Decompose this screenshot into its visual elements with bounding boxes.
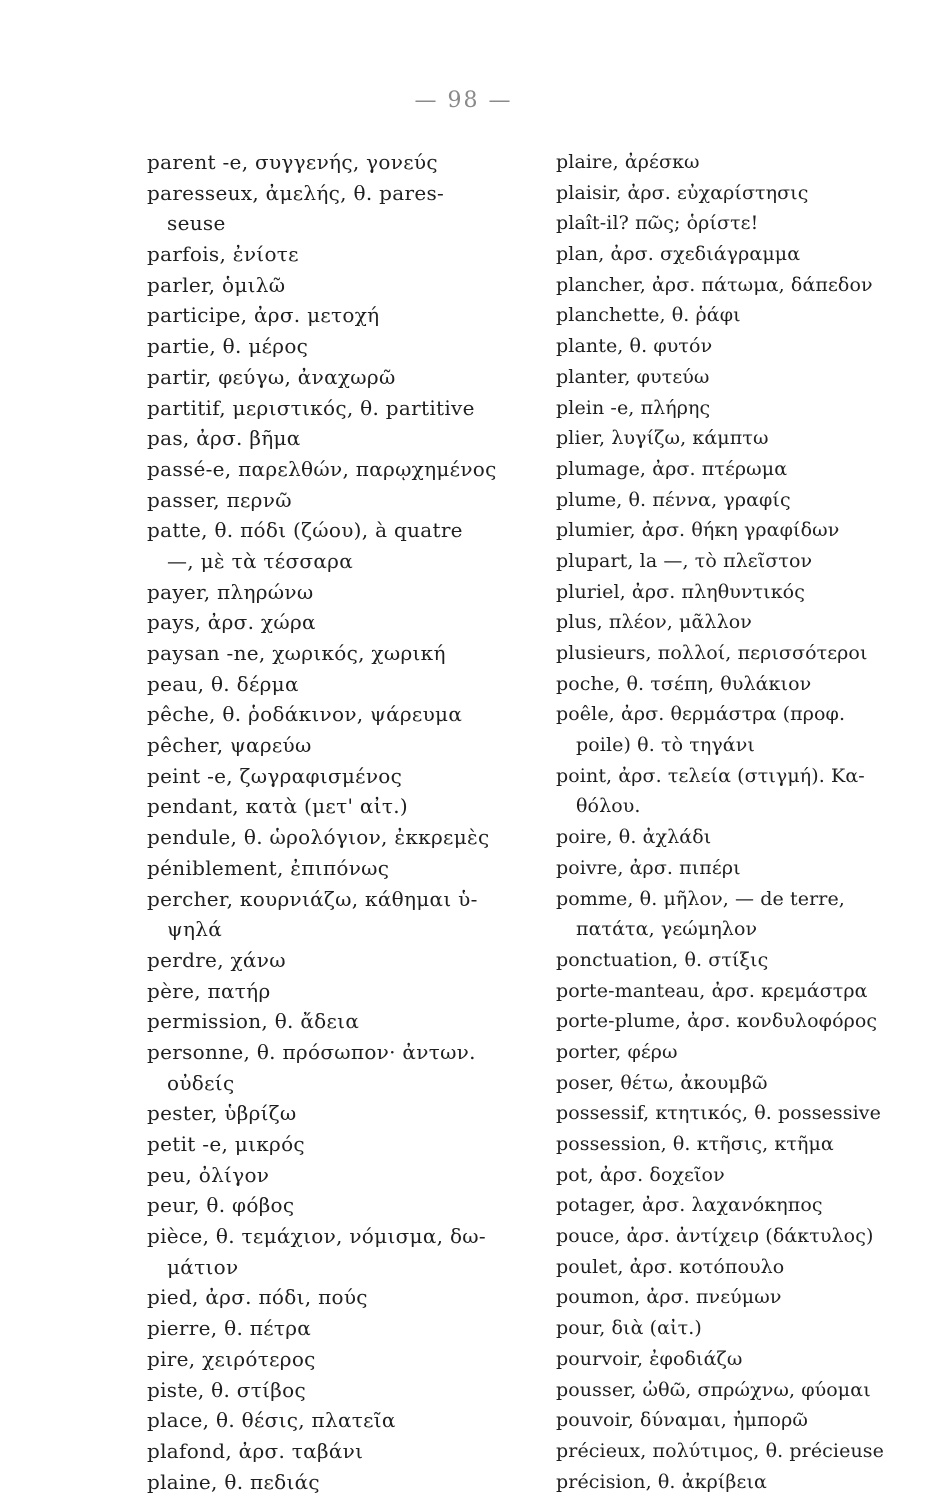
dictionary-entry-continuation: ψηλά bbox=[167, 917, 223, 942]
dictionary-entry: plein -e, πλήρης bbox=[556, 396, 711, 419]
dictionary-entry: planchette, θ. ῥάφι bbox=[556, 304, 741, 327]
dictionary-entry: poêle, ἀρσ. θερμάστρα (προφ. bbox=[556, 703, 846, 726]
dictionary-entry: porter, φέρω bbox=[556, 1040, 678, 1063]
dictionary-entry: peu, ὀλίγον bbox=[147, 1162, 270, 1187]
dictionary-entry: pousser, ὠθῶ, σπρώχνω, φύομαι bbox=[556, 1378, 871, 1401]
dictionary-entry: participe, ἀρσ. μετοχή bbox=[147, 303, 380, 328]
dictionary-entry: plaire, ἀρέσκω bbox=[556, 151, 700, 173]
dictionary-entry: pouvoir, δύναμαι, ἠμπορῶ bbox=[556, 1409, 808, 1432]
dictionary-entry: pas, ἀρσ. βῆμα bbox=[147, 426, 301, 451]
dictionary-entry: permission, θ. ἄδεια bbox=[147, 1009, 360, 1034]
dictionary-entry: paresseux, ἀμελής, θ. pares- bbox=[147, 180, 445, 205]
dictionary-entry: possession, θ. κτῆσις, κτῆμα bbox=[556, 1133, 834, 1155]
dictionary-entry: pays, ἀρσ. χώρα bbox=[147, 610, 316, 635]
dictionary-entry: pluriel, ἀρσ. πληθυντικός bbox=[556, 580, 805, 603]
dictionary-entry: pour, διὰ (αἰτ.) bbox=[556, 1317, 702, 1340]
dictionary-entry: péniblement, ἐπιπόνως bbox=[147, 855, 390, 880]
dictionary-entry: poser, θέτω, ἀκουμβῶ bbox=[556, 1071, 768, 1094]
dictionary-entry: pièce, θ. τεμάχιον, νόμισμα, δω- bbox=[147, 1224, 486, 1249]
dictionary-entry: pendule, θ. ὡρολόγιον, ἐκκρεμὲς bbox=[147, 825, 490, 850]
dictionary-entry: petit -e, μικρός bbox=[147, 1132, 305, 1156]
dictionary-entry: parfois, ἐνίοτε bbox=[147, 242, 299, 267]
dictionary-entry: pendant, κατὰ (μετ' αἰτ.) bbox=[147, 794, 408, 819]
dictionary-entry: plancher, ἀρσ. πάτωμα, δάπεδον bbox=[556, 273, 873, 296]
dictionary-entry: plante, θ. φυτόν bbox=[556, 335, 713, 358]
dictionary-entry: précision, θ. ἀκρίβεια bbox=[556, 1470, 767, 1493]
dictionary-entry: partie, θ. μέρος bbox=[147, 334, 309, 359]
dictionary-entry: percher, κουρνιάζω, κάθημαι ὑ- bbox=[147, 886, 478, 911]
dictionary-entry: plaisir, ἀρσ. εὐχαρίστησις bbox=[556, 181, 809, 204]
left-column bbox=[147, 147, 527, 1497]
dictionary-entry: perdre, χάνω bbox=[147, 947, 286, 972]
dictionary-entry: ponctuation, θ. στίξις bbox=[556, 948, 769, 971]
dictionary-entry: pêcher, ψαρεύω bbox=[147, 733, 312, 758]
dictionary-entry: père, πατήρ bbox=[147, 978, 271, 1003]
dictionary-entry-continuation: —, μὲ τὰ τέσσαρα bbox=[167, 548, 354, 573]
dictionary-entry-continuation: μάτιον bbox=[167, 1254, 239, 1279]
dictionary-entry: payer, πληρώνω bbox=[147, 579, 314, 604]
dictionary-entry: poulet, ἀρσ. κοτόπουλο bbox=[556, 1255, 785, 1278]
dictionary-entry: plumier, ἀρσ. θήκη γραφίδων bbox=[556, 519, 840, 542]
dictionary-entry: patte, θ. πόδι (ζώου), à quatre bbox=[147, 518, 463, 543]
dictionary-entry: plaine, θ. πεδιάς bbox=[147, 1469, 320, 1494]
dictionary-entry: porte-plume, ἀρσ. κονδυλοφόρος bbox=[556, 1010, 878, 1033]
dictionary-entry: pied, ἀρσ. πόδι, πούς bbox=[147, 1285, 368, 1310]
dictionary-entry: parent -e, συγγενής, γονεύς bbox=[147, 150, 438, 174]
dictionary-entry: précieux, πολύτιμος, θ. précieuse bbox=[556, 1439, 884, 1462]
dictionary-entry: place, θ. θέσις, πλατεῖα bbox=[147, 1408, 396, 1433]
dictionary-entry: plaît-il? πῶς; ὁρίστε! bbox=[556, 212, 759, 235]
dictionary-entry: passer, περνῶ bbox=[147, 487, 292, 512]
dictionary-entry: point, ἀρσ. τελεία (στιγμή). Κα- bbox=[556, 764, 865, 787]
dictionary-entry: pot, ἀρσ. δοχεῖον bbox=[556, 1163, 725, 1186]
dictionary-entry: partitif, μεριστικός, θ. partitive bbox=[147, 395, 475, 420]
dictionary-entry: piste, θ. στίβος bbox=[147, 1377, 306, 1402]
dictionary-entry: plume, θ. πέννα, γραφίς bbox=[556, 488, 791, 511]
dictionary-entry: partir, φεύγω, ἀναχωρῶ bbox=[147, 364, 396, 389]
dictionary-entry: plier, λυγίζω, κάμπτω bbox=[556, 427, 769, 450]
dictionary-entry: parler, ὁμιλῶ bbox=[147, 272, 286, 297]
dictionary-entry: pire, χειρότερος bbox=[147, 1346, 316, 1371]
dictionary-entry: planter, φυτεύω bbox=[556, 365, 710, 388]
dictionary-entry: peint -e, ζωγραφισμένος bbox=[147, 763, 403, 788]
dictionary-entry: peau, θ. δέρμα bbox=[147, 671, 299, 696]
dictionary-entry: pourvoir, ἐφοδιάζω bbox=[556, 1347, 743, 1370]
dictionary-entry: poumon, ἀρσ. πνεύμων bbox=[556, 1286, 782, 1309]
dictionary-entry: pierre, θ. πέτρα bbox=[147, 1316, 312, 1341]
dictionary-entry: potager, ἀρσ. λαχανόκηπος bbox=[556, 1194, 823, 1217]
dictionary-entry: pomme, θ. μῆλον, — de terre, bbox=[556, 887, 845, 910]
dictionary-entry: plumage, ἀρσ. πτέρωμα bbox=[556, 457, 788, 480]
dictionary-entry: poire, θ. ἀχλάδι bbox=[556, 826, 712, 849]
right-column bbox=[556, 147, 906, 1497]
dictionary-entry: plan, ἀρσ. σχεδιάγραμμα bbox=[556, 243, 801, 266]
dictionary-entry: poivre, ἀρσ. πιπέρι bbox=[556, 856, 741, 879]
dictionary-entry-continuation: poile) θ. τὸ τηγάνι bbox=[576, 734, 755, 757]
dictionary-entry: possessif, κτητικός, θ. possessive bbox=[556, 1102, 881, 1125]
dictionary-entry: passé-e, παρελθών, παρῳχημένος bbox=[147, 456, 497, 481]
dictionary-entry: plusieurs, πολλοί, περισσότεροι bbox=[556, 642, 868, 664]
dictionary-entry-continuation: seuse bbox=[167, 211, 226, 236]
dictionary-entry: plupart, la —, τὸ πλεῖστον bbox=[556, 549, 813, 572]
dictionary-entry: peur, θ. φόβος bbox=[147, 1193, 295, 1218]
dictionary-entry-continuation: θόλου. bbox=[576, 795, 641, 818]
dictionary-entry-continuation: οὐδείς bbox=[167, 1070, 235, 1095]
dictionary-entry: pêche, θ. ῥοδάκινον, ψάρευμα bbox=[147, 702, 463, 727]
dictionary-entry: pouce, ἀρσ. ἀντίχειρ (δάκτυλος) bbox=[556, 1225, 874, 1248]
dictionary-entry: plafond, ἀρσ. ταβάνι bbox=[147, 1438, 364, 1463]
dictionary-entry: personne, θ. πρόσωπον· ἀντων. bbox=[147, 1039, 476, 1064]
page-number: — 98 — bbox=[414, 88, 513, 113]
dictionary-entry-continuation: πατάτα, γεώμηλον bbox=[576, 918, 758, 941]
dictionary-entry: porte-manteau, ἀρσ. κρεμάστρα bbox=[556, 979, 868, 1002]
dictionary-entry: plus, πλέον, μᾶλλον bbox=[556, 611, 752, 634]
dictionary-entry: pester, ὑβρίζω bbox=[147, 1101, 297, 1126]
dictionary-entry: paysan -ne, χωρικός, χωρική bbox=[147, 641, 446, 665]
dictionary-entry: poche, θ. τσέπη, θυλάκιον bbox=[556, 672, 812, 695]
